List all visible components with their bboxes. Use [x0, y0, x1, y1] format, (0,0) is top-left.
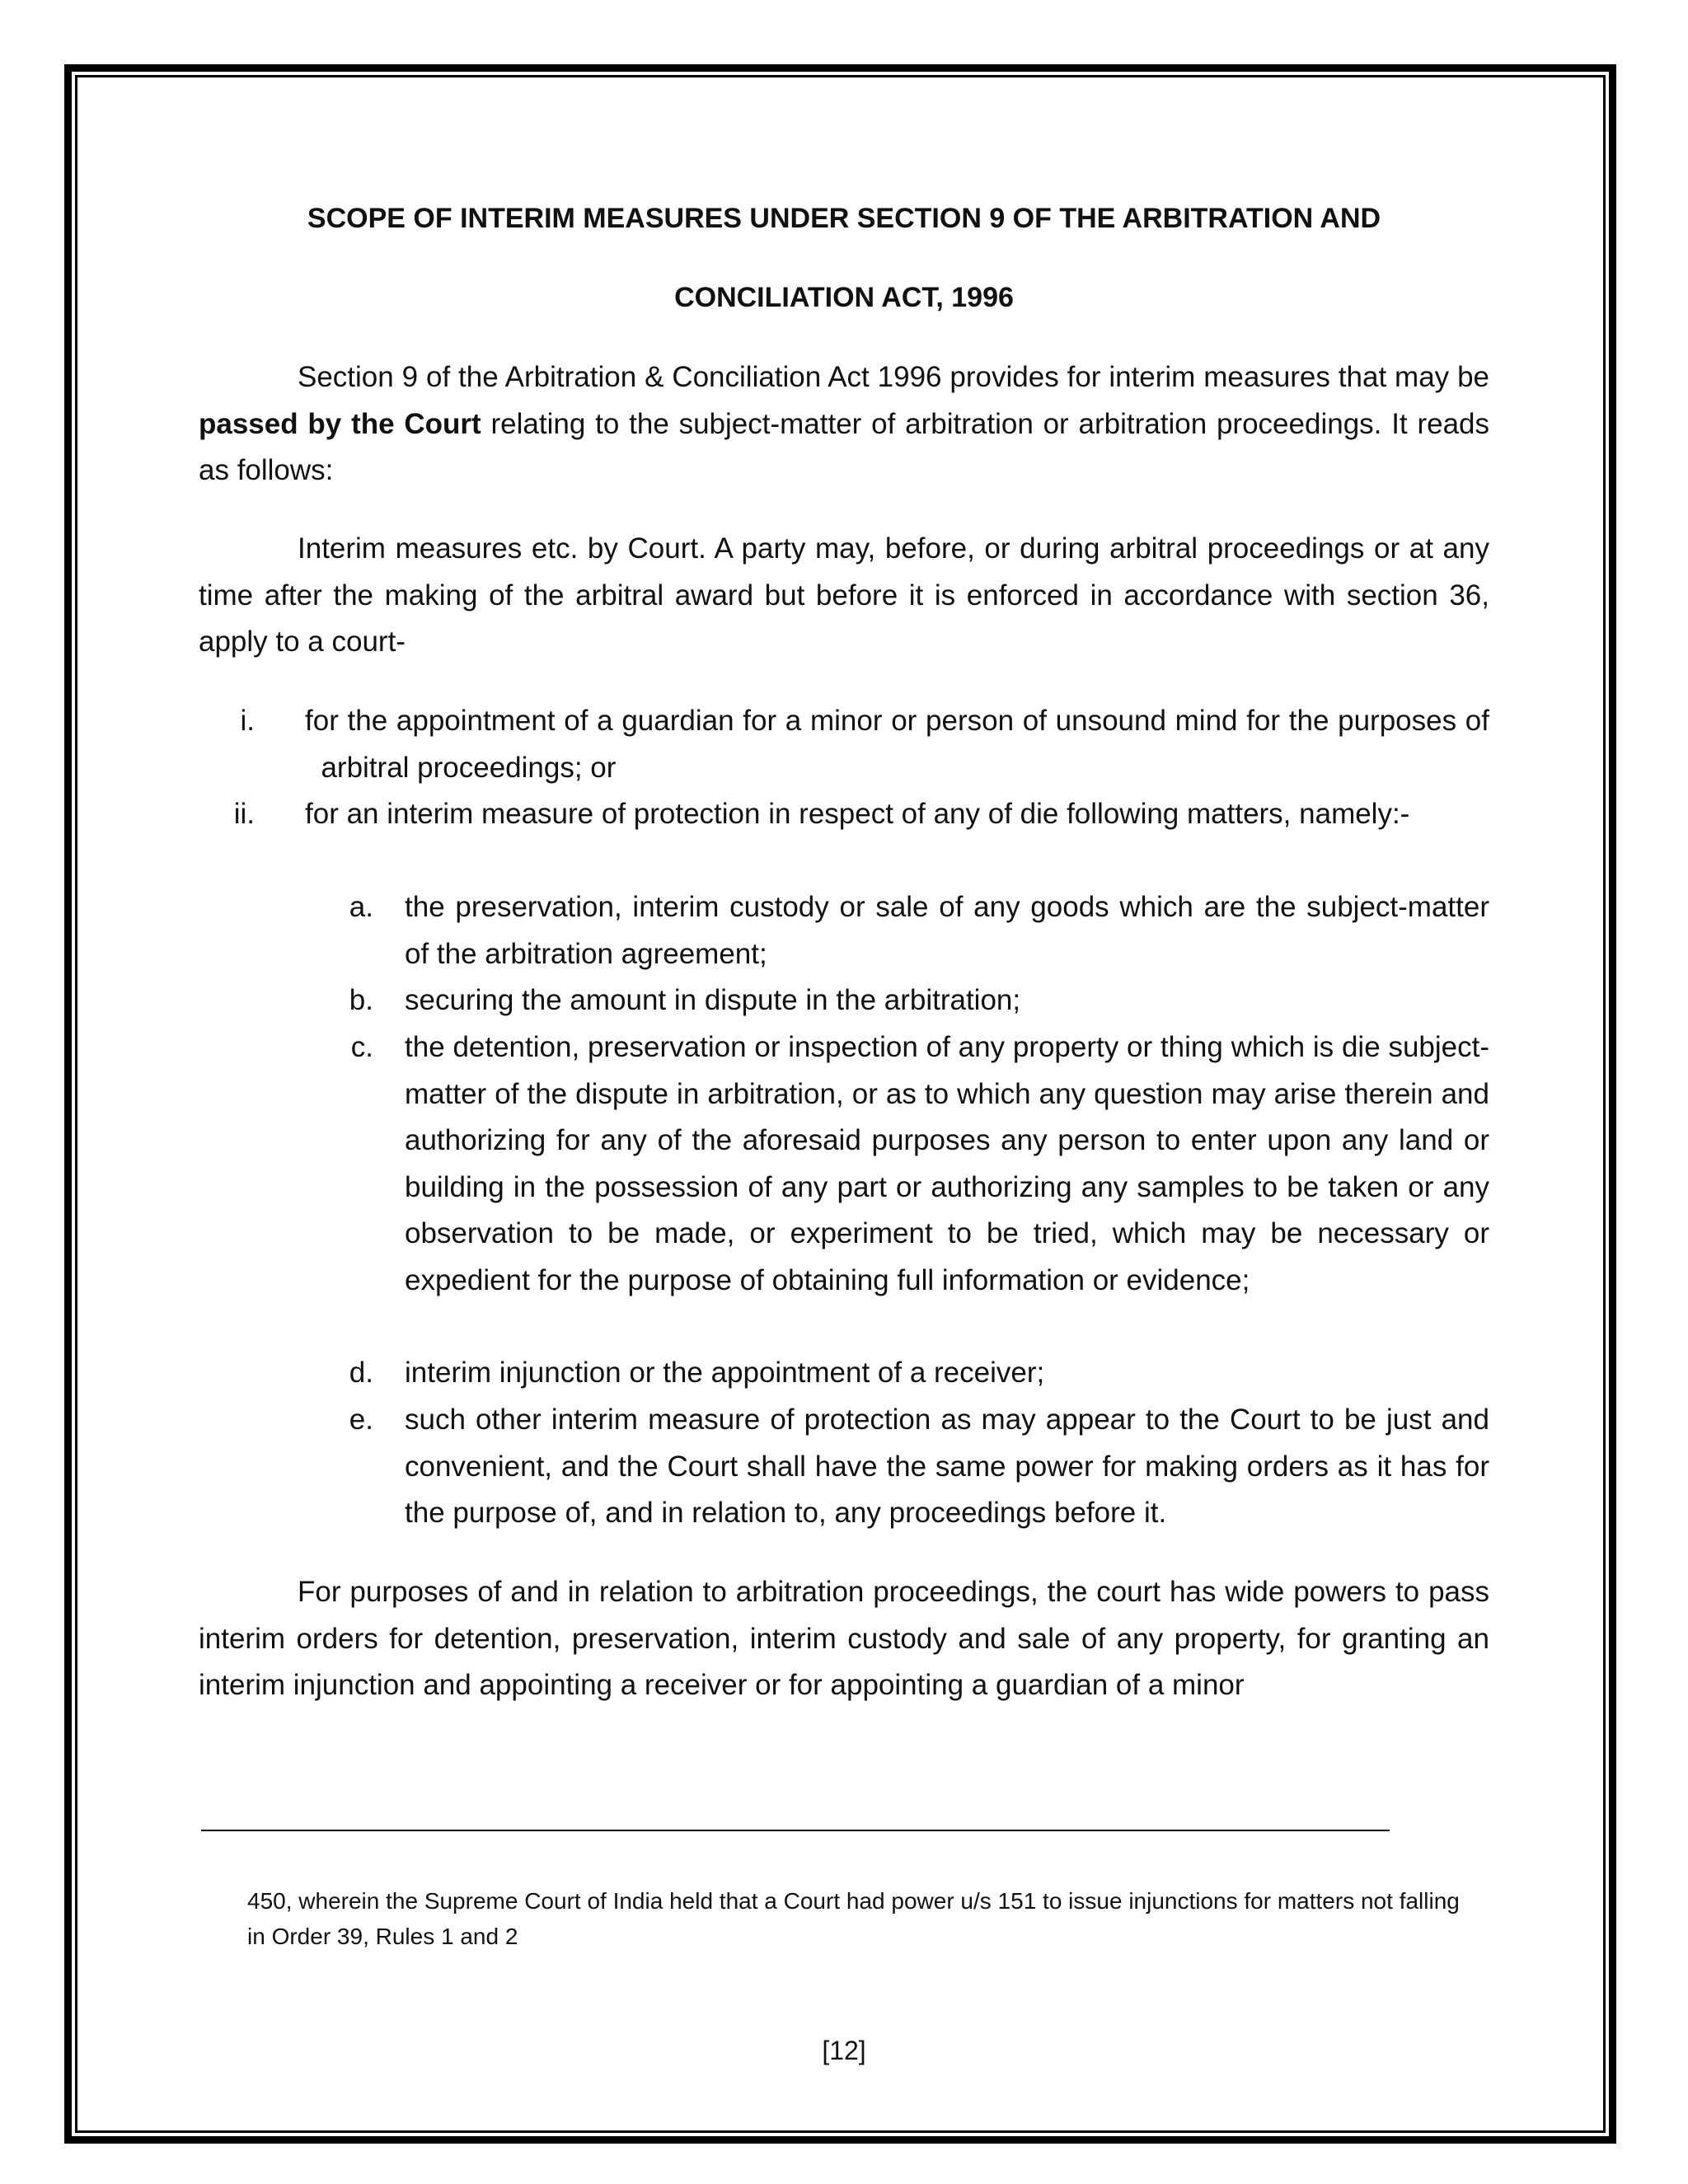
document-title-line-1: SCOPE OF INTERIM MEASURES UNDER SECTION 9 OF THE ARBITRATION AND [307, 203, 1381, 234]
sublist-marker-a: a. [349, 891, 373, 923]
document-title-line-2: CONCILIATION ACT, 1996 [674, 282, 1014, 313]
footnote-separator [201, 1830, 1390, 1831]
closing-paragraph: For purposes of and in relation to arbitration proceedings, the court has wide powers to pass interim orders for detention, preservation, interim custody and sale of any property, for granting an interim injunction and appointing a receiver or for appointing a guardian of a minor [199, 1576, 1489, 1701]
sublist-item-a: the preservation, interim custody or sale of any goods which are the subject-matter of the arbitration agreement; [405, 891, 1489, 970]
list-item-ii: for an interim measure of protection in respect of any of die following matters, namely:- [305, 798, 1410, 830]
list-marker-ii: ii. [233, 798, 255, 830]
sublist-item-d: interim injunction or the appointment of a receiver; [405, 1357, 1045, 1389]
provision-paragraph: Interim measures etc. by Court. A party may, before, or during arbitral proceedings or at any time after the making of the arbitral award but before it is enforced in accordance with section 36, apply to a court- [199, 532, 1489, 658]
sublist-marker-e: e. [349, 1404, 373, 1436]
page-number: [12] [822, 2036, 866, 2065]
sublist-marker-d: d. [349, 1357, 373, 1389]
list-item-i: for the appointment of a guardian for a minor or person of unsound mind for the purposes of arbitral proceedings; or [305, 705, 1489, 784]
sublist-marker-c: c. [350, 1031, 373, 1063]
list-marker-i: i. [240, 705, 255, 737]
footnote-text: 450, wherein the Supreme Court of India held that a Court had power u/s 151 to issue injunctions for matters not falling in Order 39, Rules 1 and 2 [247, 1888, 1460, 1949]
intro-text-1: Section 9 of the Arbitration & Conciliation Act 1996 provides for interim measures that may be [298, 361, 1489, 393]
intro-text-2: relating to the subject-matter of arbitration or arbitration proceedings. It reads as follows: [199, 407, 1490, 486]
intro-paragraph [199, 354, 1489, 494]
intro-bold-text: passed by the Court [199, 407, 481, 440]
sublist-item-c: the detention, preservation or inspection of any property or thing which is die subject- matter of the dispute in arbitration, or as to which any question may arise therein and authorizing for any of the aforesaid purposes any person to enter upon any land or building in the possession of any part or authorizing any samples to be taken or any observation to be made, or experiment to be tried, which may be necessary or expedient for the purpose of obtaining full information or evidence; [405, 1031, 1489, 1296]
sublist-item-b: securing the amount in dispute in the arbitration; [405, 984, 1021, 1016]
sublist-item-e: such other interim measure of protection as may appear to the Court to be just and convenient, and the Court shall have the same power for making orders as it has for the purpose of, and in relation to, any proceedings before it. [405, 1404, 1489, 1529]
sublist-marker-b: b. [349, 984, 373, 1016]
